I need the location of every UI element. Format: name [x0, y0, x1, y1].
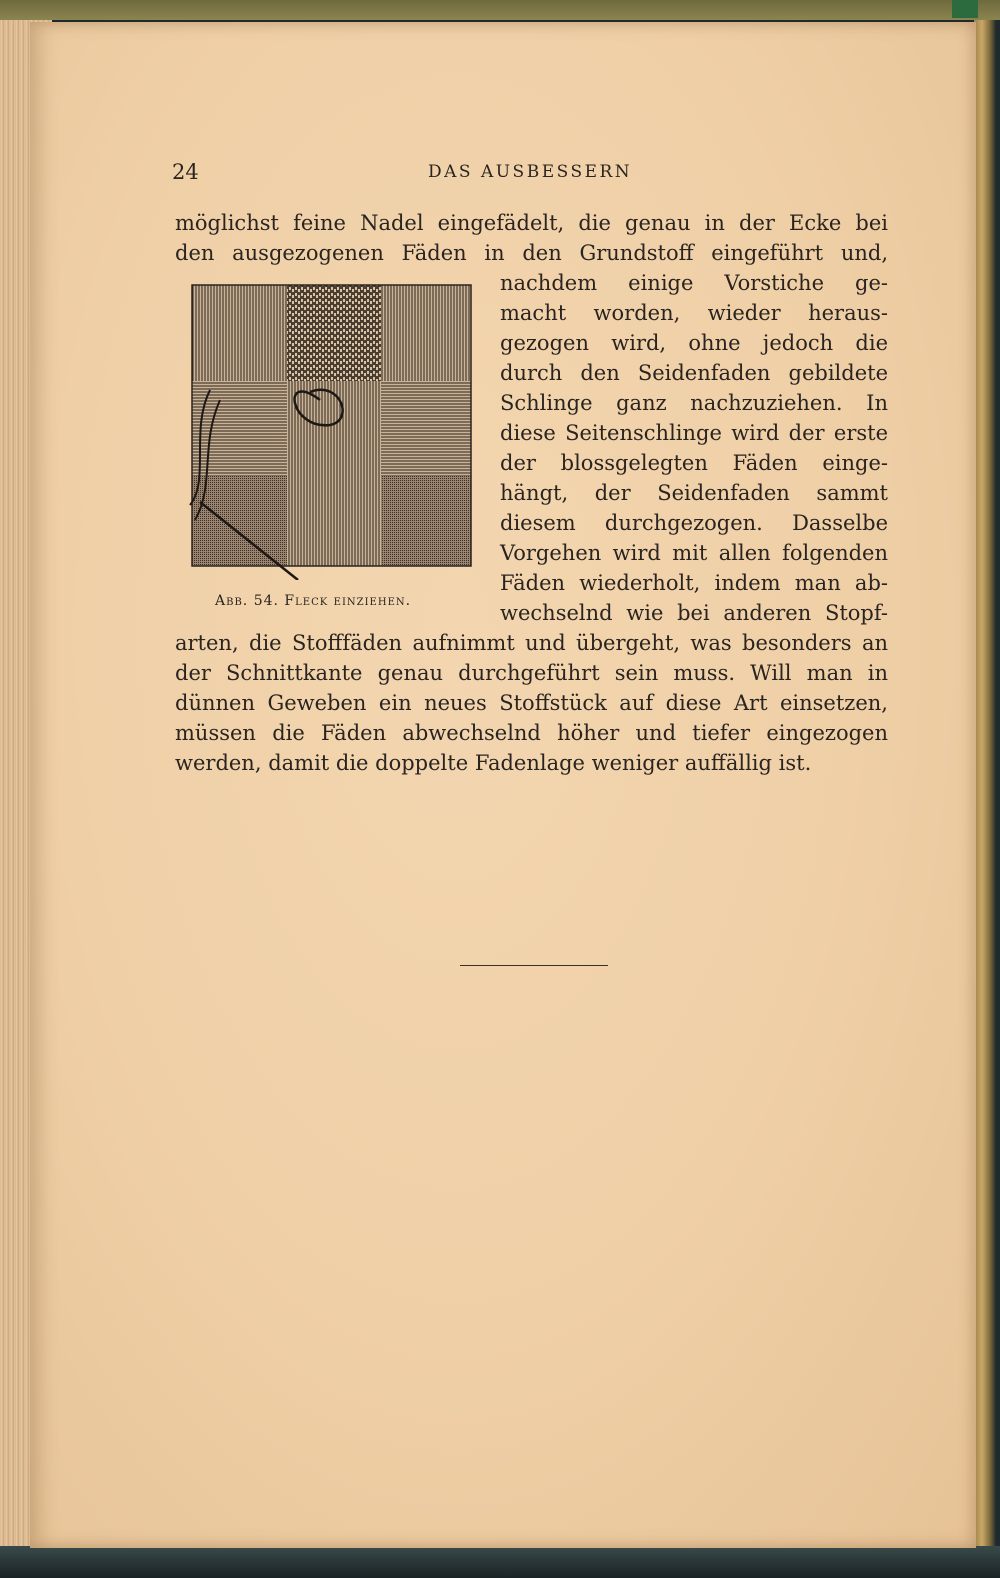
- fabric-top-center: [287, 285, 381, 381]
- figure-caption: Abb. 54. Fleck einziehen.: [215, 593, 412, 609]
- text-line: diesem durchgezogen. Dasselbe: [500, 511, 888, 535]
- text-line: wechselnd wie bei anderen Stopf-: [500, 601, 888, 625]
- book-top-edge: [0, 0, 1000, 20]
- text-line: dünnen Geweben ein neues Stoffstück auf diese Art einsetzen,: [175, 691, 888, 715]
- text-line: den ausgezogenen Fäden in den Grundstoff eingeführt und,: [175, 241, 888, 265]
- darning-illustration: [180, 280, 480, 580]
- running-head: DAS AUSBESSERN: [428, 162, 633, 182]
- fabric-top-right: [381, 285, 471, 381]
- bookmark-ribbon: [952, 0, 978, 18]
- text-line: müssen die Fäden abwechselnd höher und tiefer eingezogen: [175, 721, 888, 745]
- text-line: möglichst feine Nadel eingefädelt, die genau in der Ecke bei: [175, 211, 888, 235]
- page-number: 24: [172, 160, 199, 184]
- fabric-bottom-right: [381, 476, 471, 566]
- text-line: Vorgehen wird mit allen folgenden: [500, 541, 888, 565]
- text-line: gezogen wird, ohne jedoch die: [500, 331, 888, 355]
- text-line: nachdem einige Vorstiche ge-: [500, 271, 888, 295]
- text-line: Schlinge ganz nachzuziehen. In: [500, 391, 888, 415]
- fabric-middle-left: [192, 381, 287, 476]
- text-line: diese Seitenschlinge wird der erste: [500, 421, 888, 445]
- fabric-top-left: [192, 285, 287, 381]
- text-line: Fäden wiederholt, indem man ab-: [500, 571, 888, 595]
- fabric-bottom-left: [192, 476, 287, 566]
- text-line: hängt, der Seidenfaden sammt: [500, 481, 888, 505]
- section-end-rule: [460, 965, 608, 966]
- fabric-middle-right: [381, 381, 471, 476]
- text-line: macht worden, wieder heraus-: [500, 301, 888, 325]
- fabric-bottom-center: [287, 476, 381, 566]
- text-line: der blossgelegten Fäden einge-: [500, 451, 888, 475]
- text-line: werden, damit die doppelte Fadenlage weniger auffällig ist.: [175, 751, 812, 775]
- text-line: arten, die Stofffäden aufnimmt und übergeht, was besonders an: [175, 631, 888, 655]
- book-right-edge: [974, 20, 1000, 1550]
- book-bottom-edge: [0, 1546, 1000, 1578]
- text-line: durch den Seidenfaden gebildete: [500, 361, 888, 385]
- text-line: der Schnittkante genau durchgeführt sein muss. Will man in: [175, 661, 888, 685]
